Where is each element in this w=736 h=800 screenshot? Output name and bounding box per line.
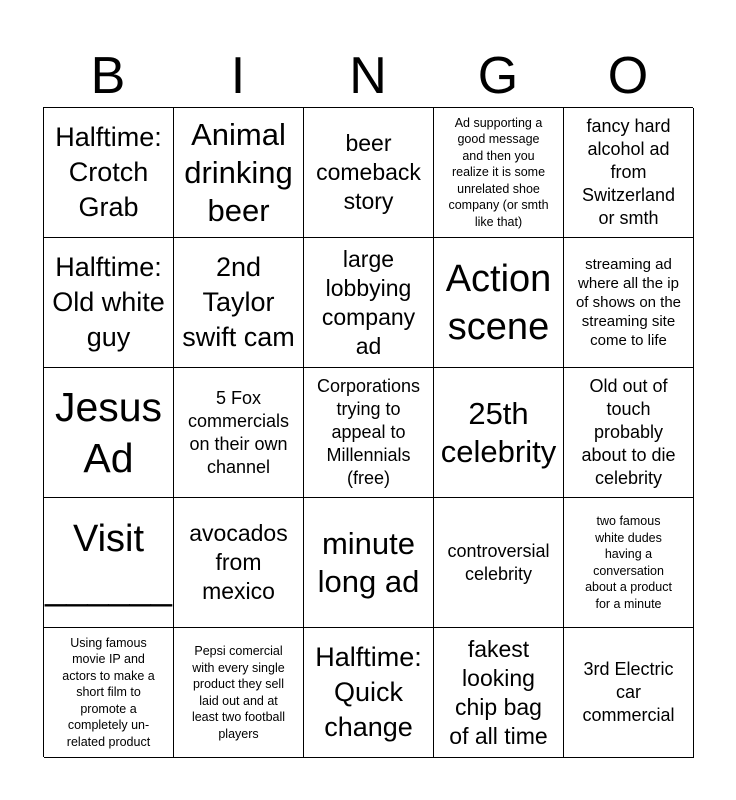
cell-text: streaming ad where all the ip of shows on the streaming site come to life — [575, 256, 682, 349]
cell-text: Visit ______ — [45, 517, 172, 608]
cell-text: Halftime: Old white guy — [52, 252, 165, 352]
bingo-cell[interactable] — [304, 628, 434, 758]
header-letter-g: G — [477, 47, 519, 105]
cell-text: Corporations trying to appeal to Millennials (free) — [316, 376, 421, 488]
cell-text: avocados from mexico — [189, 520, 288, 604]
cell-text: 25th celebrity — [440, 395, 557, 469]
bingo-cell[interactable] — [434, 628, 564, 758]
header-letter-i: I — [230, 47, 246, 105]
cell-text: Action scene — [445, 257, 552, 348]
bingo-cell[interactable] — [174, 628, 304, 758]
bingo-cell[interactable] — [564, 628, 694, 758]
bingo-header — [43, 44, 693, 108]
bingo-cell[interactable] — [304, 368, 434, 498]
cell-text: Old out of touch probably about to die celebrity — [581, 376, 676, 488]
bingo-cell[interactable] — [434, 368, 564, 498]
bingo-cell[interactable] — [434, 498, 564, 628]
bingo-cell[interactable] — [44, 108, 174, 238]
bingo-cell[interactable] — [44, 368, 174, 498]
bingo-cell[interactable] — [304, 238, 434, 368]
bingo-cell[interactable] — [174, 108, 304, 238]
bingo-cell[interactable] — [44, 628, 174, 758]
bingo-cell[interactable] — [304, 108, 434, 238]
cell-text: Halftime: Crotch Grab — [55, 122, 162, 222]
cell-text: Pepsi comercial with every single product they sell laid out and at least two football players — [191, 644, 286, 741]
bingo-cell[interactable] — [564, 108, 694, 238]
cell-text: beer comeback story — [316, 130, 421, 214]
bingo-cell[interactable] — [434, 238, 564, 368]
header-letter-n: N — [349, 47, 387, 105]
bingo-cell[interactable] — [174, 238, 304, 368]
header-letter-b: B — [90, 47, 126, 105]
bingo-cell[interactable] — [174, 498, 304, 628]
cell-text: minute long ad — [317, 525, 420, 599]
cell-text: 2nd Taylor swift cam — [182, 252, 295, 352]
cell-text: fancy hard alcohol ad from Switzerland or smth — [581, 116, 676, 228]
bingo-cell[interactable] — [564, 368, 694, 498]
cell-text: Jesus Ad — [54, 383, 163, 481]
cell-text: 3rd Electric car commercial — [582, 659, 675, 725]
cell-text: fakest looking chip bag of all time — [449, 635, 548, 749]
header-letter-o: O — [607, 47, 649, 105]
bingo-cell[interactable] — [564, 498, 694, 628]
cell-text: large lobbying company ad — [321, 245, 416, 359]
bingo-cell[interactable] — [174, 368, 304, 498]
cell-text: Halftime: Quick change — [315, 642, 422, 742]
bingo-cell[interactable] — [434, 108, 564, 238]
cell-text: two famous white dudes having a conversation about a product for a minute — [585, 514, 672, 611]
cell-text: Animal drinking beer — [184, 116, 293, 228]
bingo-cell[interactable] — [44, 238, 174, 368]
bingo-cell[interactable] — [564, 238, 694, 368]
cell-text: controversial celebrity — [447, 540, 550, 584]
bingo-cell[interactable] — [44, 498, 174, 628]
cell-text: Ad supporting a good message and then you realize it is some unrelated shoe company (or smth like that) — [448, 115, 549, 229]
cell-text: 5 Fox commercials on their own channel — [187, 387, 289, 477]
cell-text: Using famous movie IP and actors to make a short film to promote a completely un- related product — [62, 635, 155, 749]
bingo-cell[interactable] — [304, 498, 434, 628]
bingo-grid — [43, 107, 693, 757]
